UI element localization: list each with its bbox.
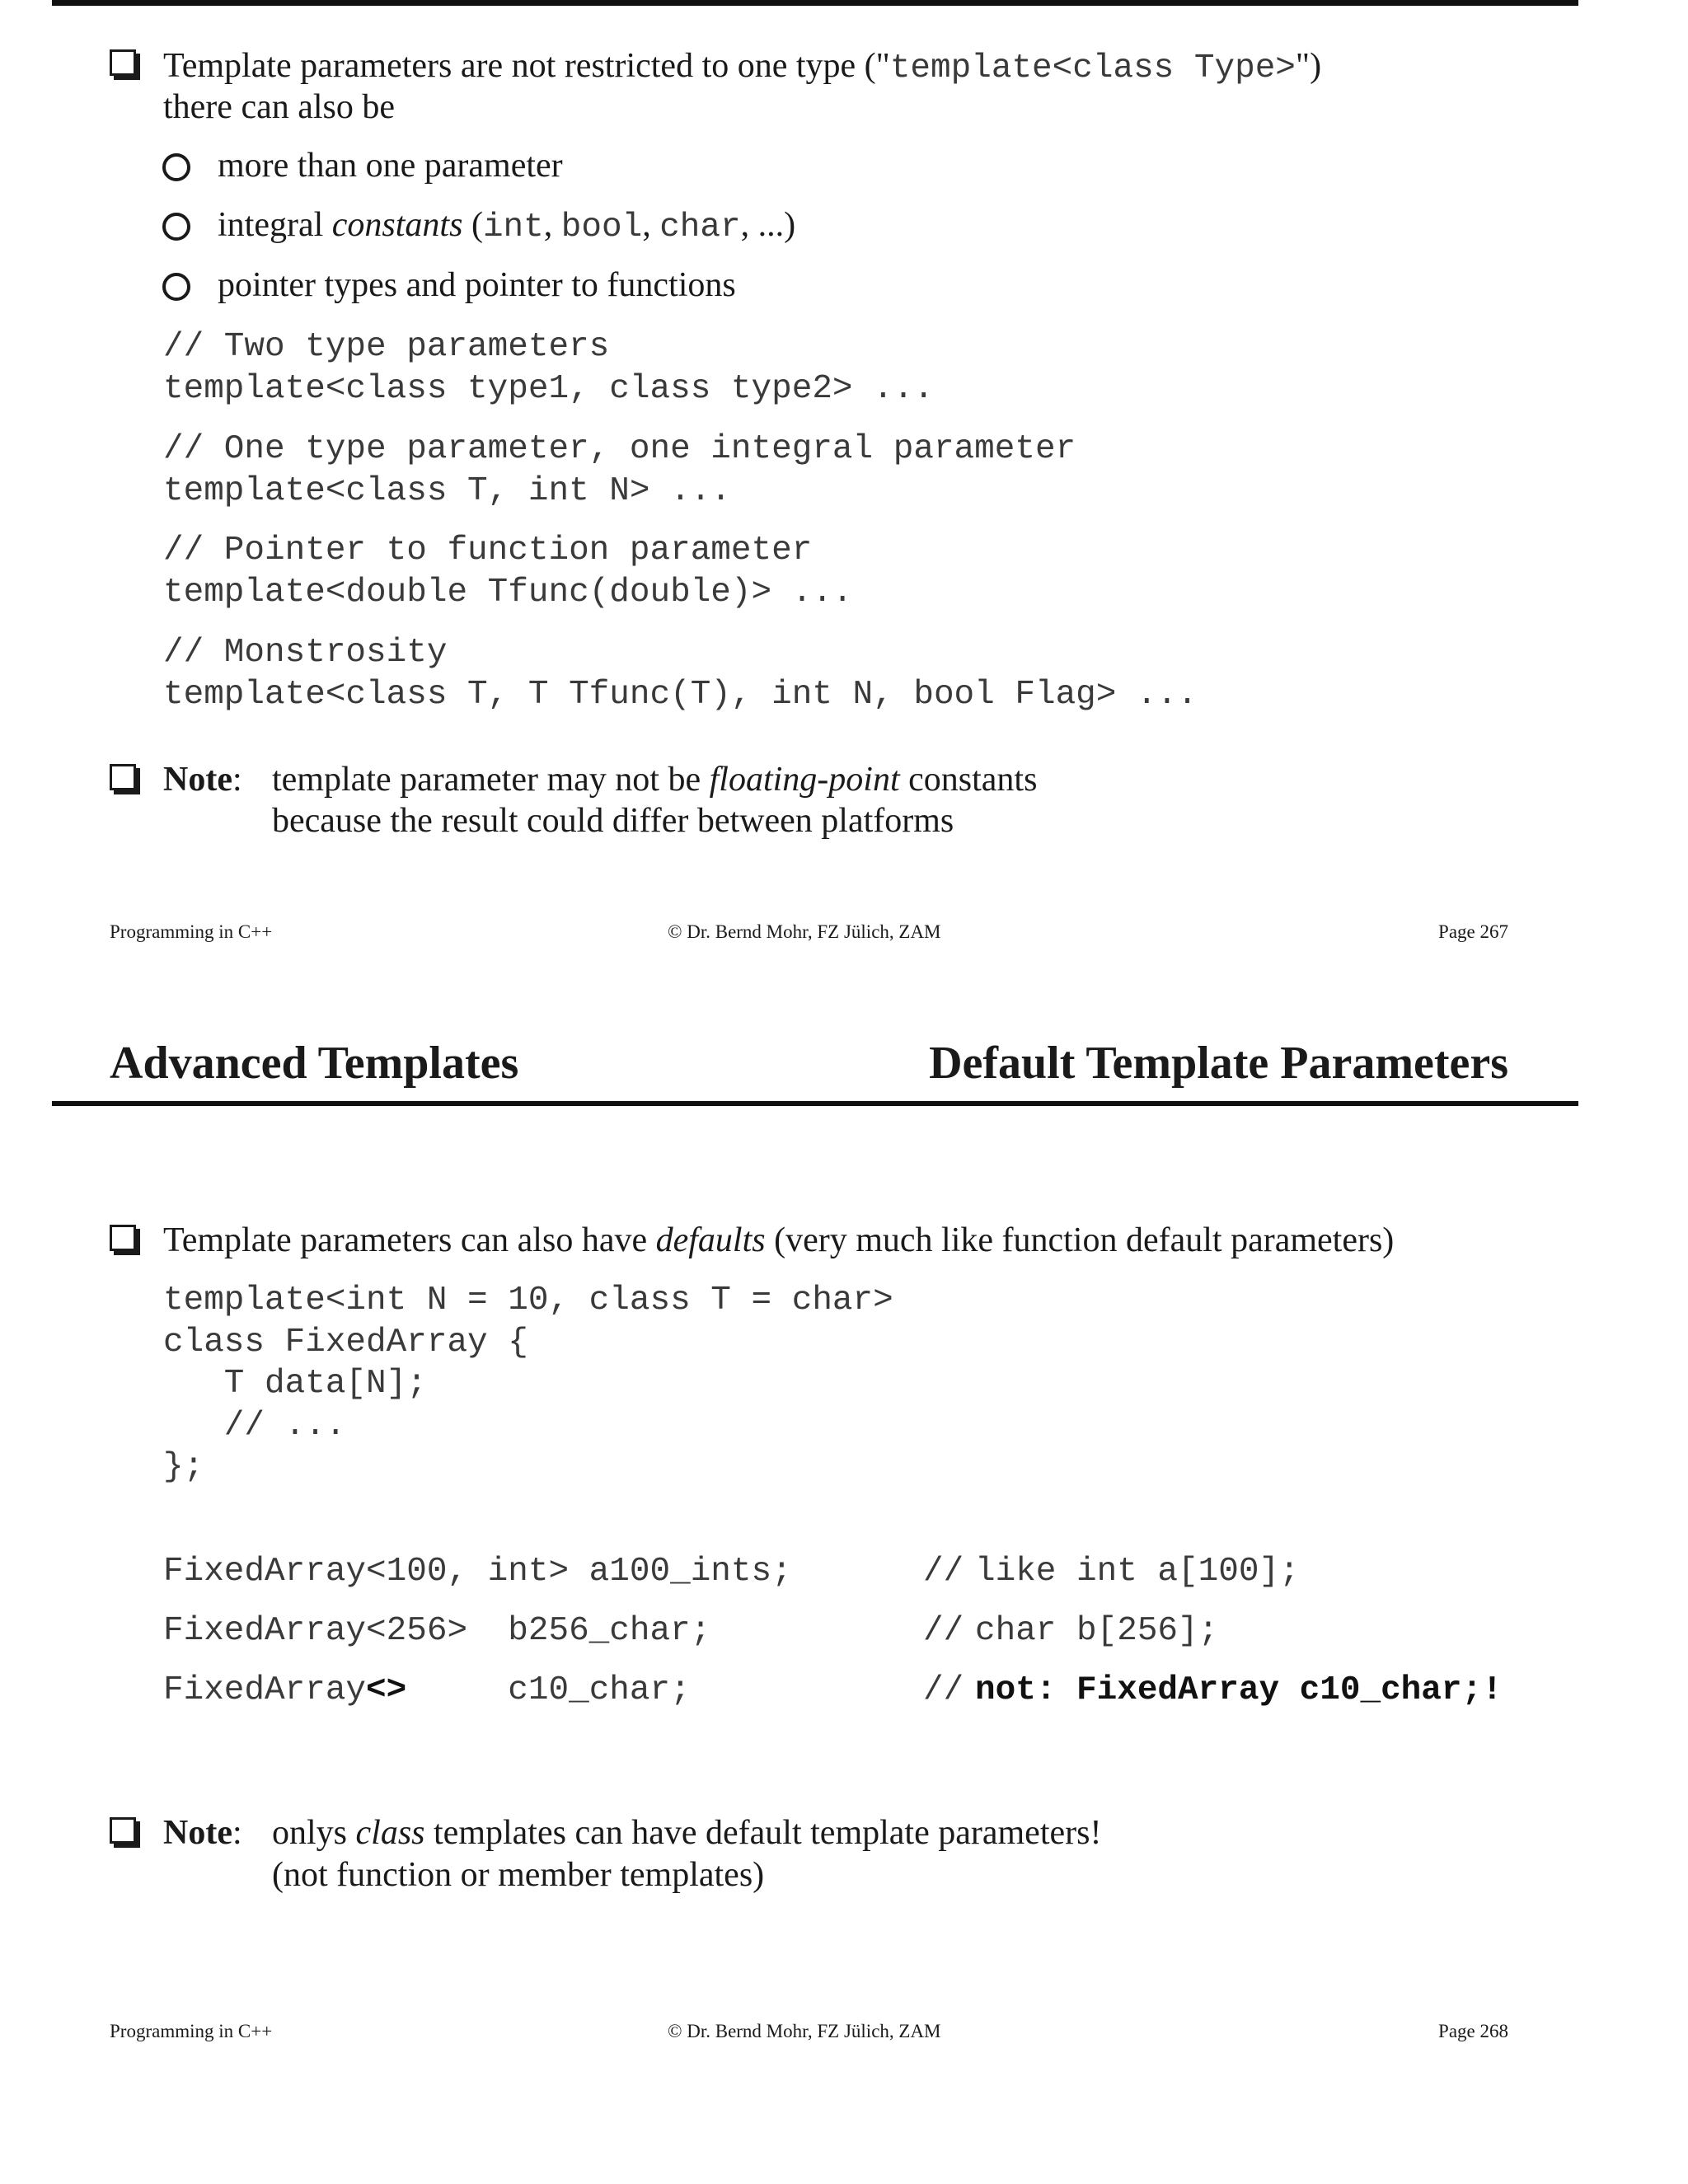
- code-line: T data[N];: [163, 1365, 427, 1403]
- footer-page-number: Page 267: [1438, 921, 1508, 942]
- code-line: template<double Tfunc(double)> ...: [163, 574, 853, 612]
- note-text-cont: (not function or member templates): [272, 1856, 765, 1894]
- code-line: template<class T, T Tfunc(T), int N, bool Flag> ...: [163, 676, 1198, 714]
- page-title: Advanced Templates: [110, 1038, 519, 1089]
- circle-bullet-icon: [162, 153, 190, 181]
- bullet-text: Template parameters are not restricted to one type ("template<class Type>"): [163, 47, 1322, 87]
- code-line: // Monstrosity: [163, 634, 448, 672]
- checkbox-bullet-icon: [110, 49, 136, 76]
- checkbox-bullet-icon: [110, 1225, 136, 1251]
- example-declaration: FixedArray<256> b256_char;: [163, 1612, 711, 1650]
- example-declaration: FixedArray<> c10_char;: [163, 1671, 691, 1709]
- subbullet-item: more than one parameter: [218, 147, 563, 185]
- code-line: class FixedArray {: [163, 1324, 528, 1361]
- section-title: Default Template Parameters: [929, 1038, 1508, 1089]
- example-comment: like int a[100];: [975, 1553, 1300, 1591]
- example-comment: not: FixedArray c10_char;!: [975, 1671, 1503, 1709]
- code-line: };: [163, 1448, 204, 1486]
- note-label: Note:: [163, 1814, 242, 1852]
- code-line: // Pointer to function parameter: [163, 532, 813, 569]
- note-text: onlys class templates can have default template parameters!: [272, 1814, 1102, 1852]
- code-line: // Two type parameters: [163, 328, 610, 366]
- code-line: // One type parameter, one integral parameter: [163, 430, 1076, 468]
- header-rule: [52, 1101, 1578, 1106]
- note-text: template parameter may not be floating-point constants: [272, 761, 1038, 799]
- bullet-text: Template parameters can also have defaults (very much like function default parameters): [163, 1221, 1395, 1259]
- footer-left: Programming in C++: [110, 921, 273, 942]
- example-declaration: FixedArray<100, int> a100_ints;: [163, 1553, 792, 1591]
- note-label: Note:: [163, 761, 242, 799]
- code-line: template<class T, int N> ...: [163, 472, 731, 510]
- note-text-cont: because the result could differ between platforms: [272, 802, 954, 840]
- comment-slashes: //: [923, 1553, 964, 1591]
- comment-slashes: //: [923, 1612, 964, 1650]
- circle-bullet-icon: [162, 213, 190, 241]
- checkbox-bullet-icon: [110, 764, 136, 790]
- top-rule: [52, 0, 1578, 6]
- comment-slashes: //: [923, 1671, 964, 1709]
- bullet-text-cont: there can also be: [163, 88, 396, 126]
- example-comment: char b[256];: [975, 1612, 1219, 1650]
- code-line: template<int N = 10, class T = char>: [163, 1282, 893, 1319]
- footer-left: Programming in C++: [110, 2021, 273, 2041]
- footer-page-number: Page 268: [1438, 2021, 1508, 2041]
- footer-center: © Dr. Bernd Mohr, FZ Jülich, ZAM: [668, 2021, 941, 2041]
- code-line: // ...: [163, 1407, 346, 1445]
- checkbox-bullet-icon: [110, 1817, 136, 1844]
- footer-center: © Dr. Bernd Mohr, FZ Jülich, ZAM: [668, 921, 941, 942]
- circle-bullet-icon: [162, 273, 190, 301]
- subbullet-item: integral constants (int, bool, char, ...): [218, 206, 796, 246]
- subbullet-item: pointer types and pointer to functions: [218, 266, 736, 304]
- code-line: template<class type1, class type2> ...: [163, 370, 934, 408]
